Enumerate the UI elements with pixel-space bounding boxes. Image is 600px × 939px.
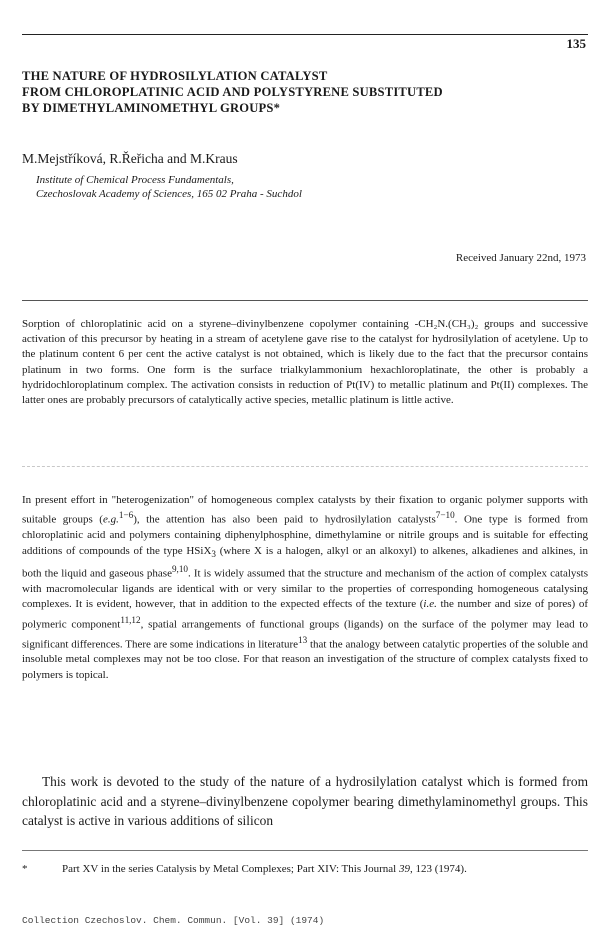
main-text-paragraph: This work is devoted to the study of the nature of a hydrosilylation catalyst which is formed from chloroplatinic acid and a styrene–divinylbenzene copolymer bearing dimethylaminomethyl groups. This catalyst is active in various additions of silicon [22,774,588,828]
affiliation [36,173,302,201]
intro-text: . It is widely assumed that the structure and mechanism of the action of complex catalysts with macromolecular ligands are identical with or very similar to the properties of corresponding homogeneous catalysing complexes. It is evident, however, that in addition to the expected effects of the texture ( [22,567,588,611]
intro-text: . One type is formed from chloroplatinic acid and polymers containing diphenylphosphine, dimethylamine or nitrile groups and is suitable for effecting additions of compounds of the type HSiX [22,513,589,557]
reference-superscript: 9,10 [171,564,188,575]
intro-text: the number and size of pores) of polymeric component [22,598,588,631]
page-number: 135 [566,36,586,51]
abstract-bottom-rule [22,466,588,467]
title-line-1: THE NATURE OF HYDROSILYLATION CATALYST [22,69,328,83]
intro-ie: i.e. [423,598,437,611]
intro-eg: e.g. [102,513,119,526]
footnote [22,862,588,877]
received-date: Received January 22nd, 1973 [455,252,586,264]
footnote-rule [22,850,588,851]
formula-subscript: 3 [211,548,216,559]
title-line-2: FROM CHLOROPLATINIC ACID AND POLYSTYRENE SUBSTITUTED [22,85,443,99]
journal-citation-line: Collection Czechoslov. Chem. Commun. [Vol. 39] (1974) [22,915,325,926]
intro-text: (where X is a halogen, alkyl or an alkoxyl) to alkenes, alkadienes and alkines, in both the liquid and gaseous phase [22,544,588,580]
title-line-3: BY DIMETHYLAMINOMETHYL GROUPS* [22,101,281,115]
intro-text: In present effort in "heterogenization" of homogeneous complex catalysts by their fixation to organic polymer supports with suitable groups ( [22,494,588,526]
author-list: M.Mejstříková, R.Řeřicha and M.Kraus [22,151,238,166]
reference-superscript: 7−10 [435,510,455,521]
intro-text: , spatial arrangements of functional groups (ligands) on the surface of the polymer may lead to significant differences. There are some indications in literature [22,618,588,651]
footnote-volume: 39 [399,863,410,875]
abstract: Sorption of chloroplatinic acid on a styrene–divinylbenzene copolymer containing -CH₂N.(CH₃)₂ groups and successive activation of this precursor by heating in a stream of acetylene gave rise to the catalyst for hydrosilylation of acetylene. Up to the platinum content 6 per cent the active catalyst is not obtained, which is likely due to the fact that the precursor contains platinum in two forms. One form is the surface trialkylammonium hexachloroplatinate, the other is probably a hydridochloroplatinum complex. The activation consists in reduction of Pt(IV) to metallic platinum and Pt(II) complexes. The latter ones are probably precursors of catalytically active species, metallic platinum is little active. [22,318,588,407]
abstract-top-rule [22,300,588,301]
reference-superscript: 13 [298,634,308,645]
reference-superscript: 1−6 [118,510,134,521]
footnote-text-end: , 123 (1974). [410,863,467,875]
affiliation-line-2: Czechoslovak Academy of Sciences, 165 02 Praha - Suchdol [36,188,302,200]
affiliation-line-1: Institute of Chemical Process Fundamentals, [36,174,234,186]
introduction-paragraph [22,493,588,683]
paper-title [22,68,582,116]
reference-superscript: 11,12 [120,614,141,625]
intro-text: that the analogy between catalytic properties of the soluble and insoluble metal complexes may not be too close. For that reason an investigation of the structure of complex catalysts fixed to polymers is topical. [22,638,588,681]
header-rule [22,34,588,35]
intro-text: ), the attention has also been paid to hydrosilylation catalysts [133,513,436,526]
footnote-text: Part XV in the series Catalysis by Metal Complexes; Part XIV: This Journal [62,863,399,875]
footnote-marker: * [22,863,28,875]
